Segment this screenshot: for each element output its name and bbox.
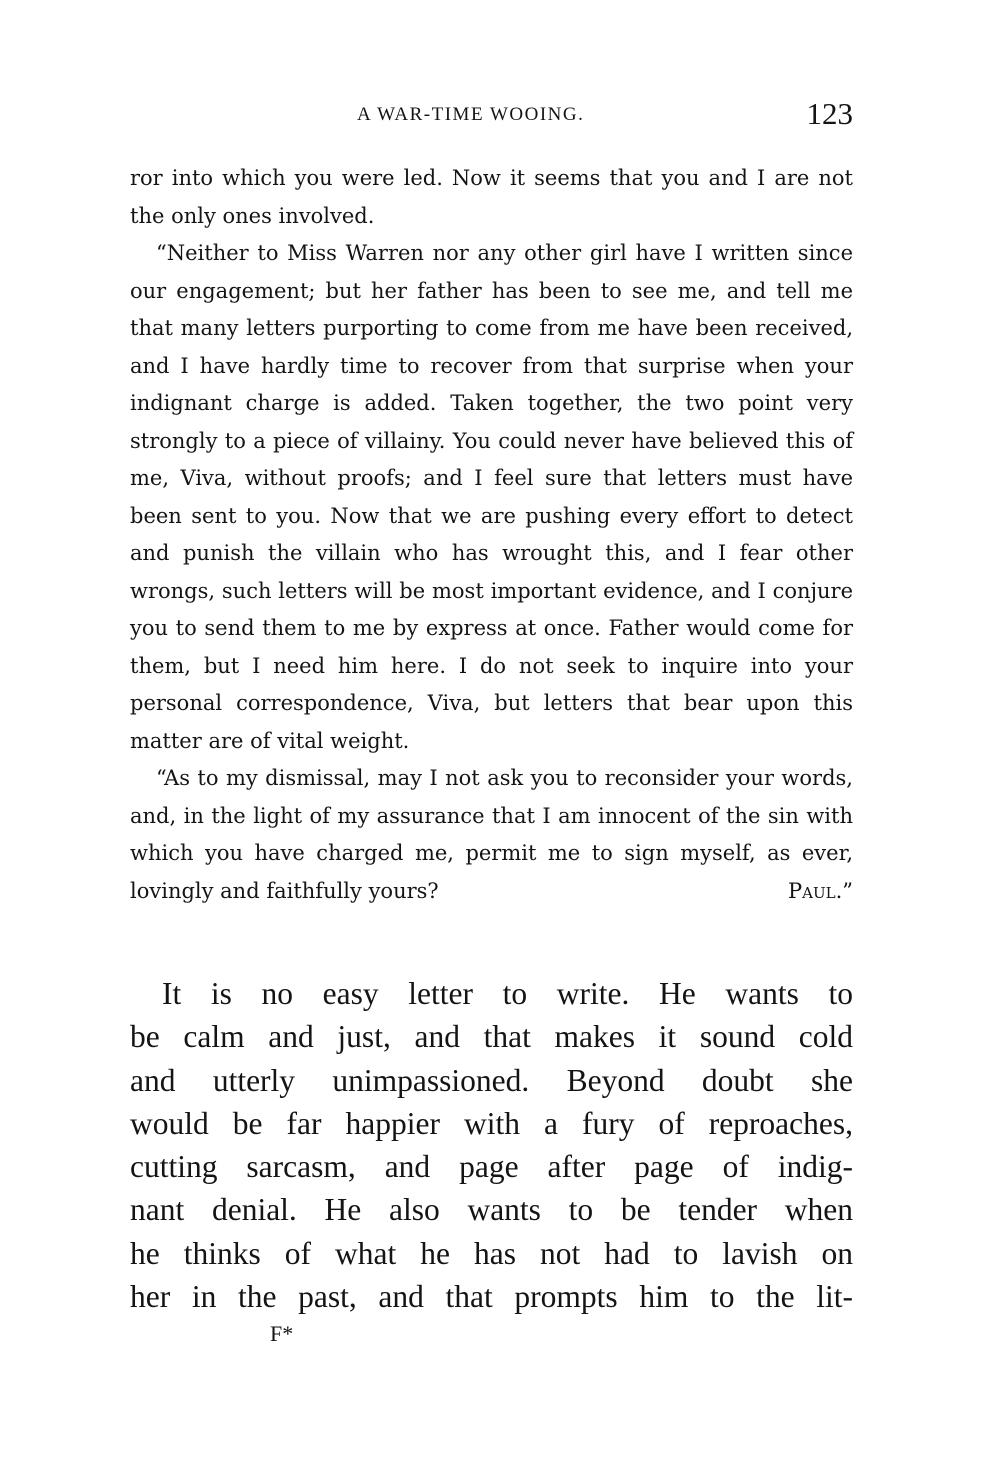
narrative-line: he thinks of what he has not had to lavish on <box>130 1235 853 1271</box>
narrative-line: It is no easy letter to write. He wants to <box>162 976 853 1011</box>
narrative-line: would be far happier with a fury of reproaches, <box>130 1105 853 1141</box>
printer-signature-mark: F* <box>270 1321 294 1346</box>
letter-paragraph-2: “Neither to Miss Warren nor any other girl have I written since our engagement; but her father has been to see me, and tell me that many letters purporting to come from me have been received, and I have hardly time to recover from that surprise when your indignant charge is added. Taken together, the two point very strongly to a piece of villainy. You could never have believed this of me, Viva, without proofs; and I feel sure that letters must have been sent to you. Now that we are pushing every effort to detect and punish the villain who has wrought this, and I fear other wrongs, such letters will be most important evidence, and I conjure you to send them to me by express at once. Father would come for them, but I need him here. I do not seek to inquire into your personal correspondence, Viva, but letters that bear upon this matter are of vital weight. <box>130 241 853 753</box>
letter-signature: Paul.” <box>788 878 853 903</box>
narrative-line: her in the past, and that prompts him to the lit- <box>130 1279 853 1315</box>
narrative-line: and utterly unimpassioned. Beyond doubt she <box>130 1062 853 1098</box>
letter-paragraph-1: ror into which you were led. Now it seems that you and I are not the only ones involved. <box>130 166 853 228</box>
letter-paragraph-3 <box>130 760 853 910</box>
narrative-line: cutting sarcasm, and page after page of indig- <box>130 1149 853 1185</box>
letter-paragraph-3-text: “As to my dismissal, may I not ask you to reconsider your words, and, in the light of my assurance that I am innocent of the sin with which you have charged me, permit me to sign myself, as ever, lovingly and faithfully yours? <box>130 766 853 903</box>
narrative-paragraph <box>130 972 853 1318</box>
narrative-line: nant denial. He also wants to be tender when <box>130 1192 853 1228</box>
page-header <box>130 96 853 136</box>
running-title: A WAR-TIME WOOING. <box>357 104 585 125</box>
page-number: 123 <box>806 96 853 131</box>
quoted-letter <box>130 160 853 910</box>
narrative-line: be calm and just, and that makes it sound cold <box>130 1019 853 1055</box>
